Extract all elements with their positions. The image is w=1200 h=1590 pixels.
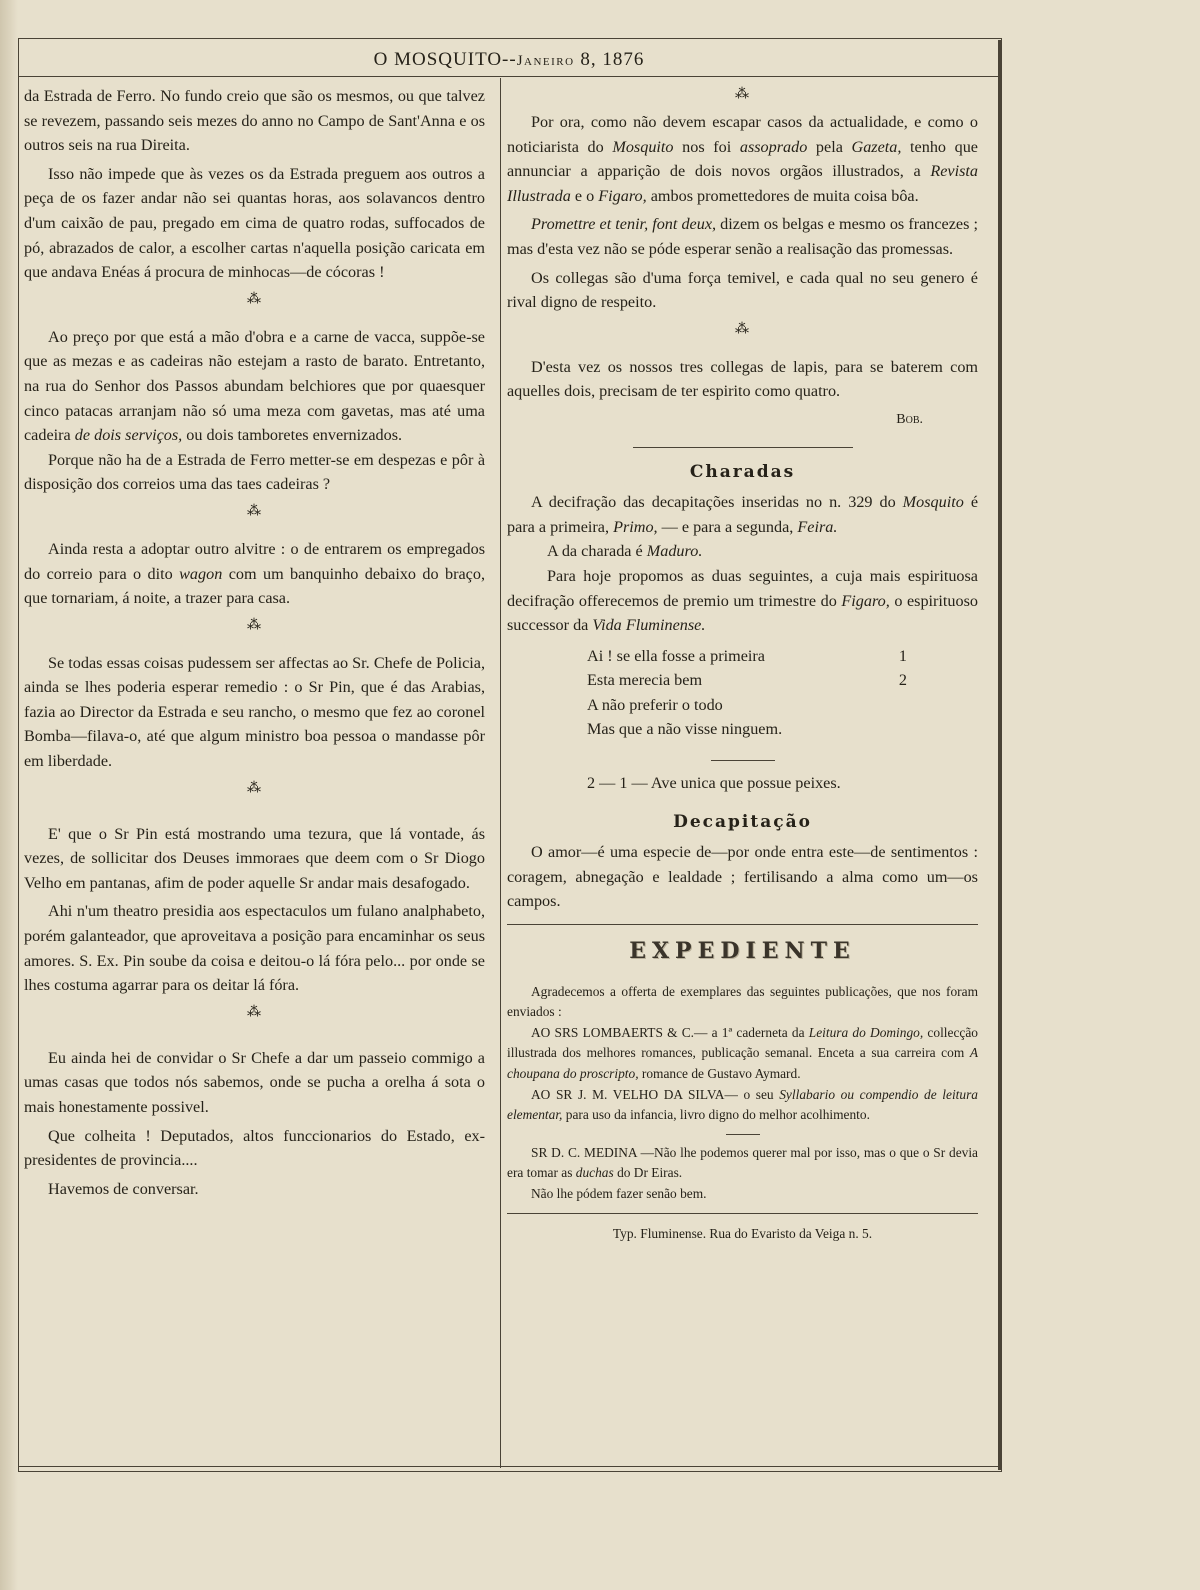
expediente-section [507,982,978,1205]
divider [711,760,775,761]
section-stars: ⁂ [247,780,262,796]
paragraph: O amor—é uma especie de—por onde entra este—de sentimentos : coragem, abnegação e lealdade ; fertilisando a alma como um—os campos. [507,843,978,911]
divider [507,1213,978,1214]
poem-line: Mas que a não visse ninguem. [587,720,783,739]
paragraph: Isso não impede que às vezes os da Estrada preguem aos outros a peça de os fazer andar não sei quantas horas, aos solavancos dentro d'um caixão de pau, pregado em cima de quatro rodas, suffocados de pó, abrazados de calor, a escolher cartas n'aquella posição caricata em que andava Enéas á procura de minhocas—de cócoras ! [24,164,485,282]
paragraph: Promettre et tenir, font deux, dizem os belgas e mesmo os francezes ; mas d'esta vez não se póde esperar senão a realisação das promessas. [507,215,978,258]
paragraph: Os collegas são d'uma força temivel, e cada qual no seu genero é rival digno de respeito. [507,268,978,312]
masthead-date: 8, 1876 [580,49,645,70]
divider [726,1134,760,1135]
paragraph: Se todas essas coisas pudessem ser affectas ao Sr. Chefe de Policia, ainda se lhes poderia esperar remedio : o Sr Pin, que é das Arabias, fazia ao Director da Estrada e seu rancho, o mesmo que fez ao coronel Bomba—filava-o, até que algum ministro boa pessoa o mandasse pôr em liberdade. [24,653,485,771]
section-stars: ⁂ [247,617,262,633]
section-stars: ⁂ [735,87,750,102]
section-stars: ⁂ [247,291,262,307]
right-rule [998,40,1001,1470]
paragraph: da Estrada de Ferro. No fundo creio que são os mesmos, ou que talvez se revezem, passando seis mezes do anno no Campo de Sant'Anna e os outros seis na rua Direita. [24,87,485,155]
paragraph: Ao preço por que está a mão d'obra e a carne de vacca, suppõe-se que as mezas e as cadeiras não estejam a rasto de barato. Entretanto, na rua do Senhor dos Passos abundam belchiores que por quaesquer cinco patacas arranjam não só uma meza com gavetas, mas até uma cadeira de dois serviços, ou dois tamboretes envernizados. [24,327,485,445]
paragraph: SR D. C. MEDINA —Não lhe podemos querer mal por isso, mas o que o Sr devia era tomar as duchas do Dr Eiras. [507,1144,978,1181]
paragraph: Eu ainda hei de convidar o Sr Chefe a dar um passeio commigo a umas casas que todos nós sabemos, onde se pucha a orelha á sota o mais honestamente possivel. [24,1048,485,1116]
expediente-title: EXPEDIENTE [629,938,856,965]
paragraph: Havemos de conversar. [48,1179,199,1198]
column-divider [500,78,501,1468]
masthead [18,44,1000,77]
paragraph: Porque não ha de a Estrada de Ferro metter-se em despezas e pôr à disposição dos correios uma das taes cadeiras ? [24,450,485,494]
paragraph: Agradecemos a offerta de exemplares das seguintes publicações, que nos foram enviados : [507,983,978,1020]
poem-line: Ai ! se ella fosse a primeira 1 [587,646,907,665]
paragraph: Ahi n'um theatro presidia aos espectaculos um fulano analphabeto, porém galanteador, que aproveitava a posição para encaminhar os seus amores. S. Ex. Pin soube da coisa e deitou-o lá fóra pelo... por onde se lhes costuma agarrar para os deitar lá fóra. [24,902,485,995]
paragraph: Para hoje propomos as duas seguintes, a cuja mais espirituosa decifração offerecemos de premio um trimestre do Figaro, o espirituoso successor da Vida Fluminense. [507,566,979,635]
imprint: Typ. Fluminense. Rua do Evaristo da Veiga n. 5. [612,1225,873,1241]
paragraph: Ainda resta a adoptar outro alvitre : o de entrarem os empregados do correio para o dito wagon com um banquinho debaixo do braço, que tornariam, á noite, a trazer para casa. [24,539,485,608]
charadas-title: Charadas [689,461,796,482]
paragraph: AO SRS LOMBAERTS & C.— a 1ª caderneta da Leitura do Domingo, collecção illustrada dos melhores romances, publicação semanal. Enceta a sua carreira com A choupana do proscripto, romance de Gustavo Aymard. [507,1024,978,1081]
poem-line: A não preferir o todo [587,695,723,714]
masthead-month: Janeiro [516,53,575,69]
divider [507,924,978,925]
paragraph: Que colheita ! Deputados, altos funccionarios do Estado, ex-presidentes de provincia.... [24,1126,485,1170]
decapitacao-title: Decapitação [673,811,812,832]
paragraph: Não lhe pódem fazer senão bem. [531,1185,707,1201]
charada-poem [587,644,978,742]
paragraph: A da charada é Maduro. [547,542,703,561]
signature: Bob. [896,411,923,427]
page-edge [0,0,18,1590]
poem-line: Esta merecia bem 2 [587,671,907,690]
paragraph: A decifração das decapitações inseridas no n. 329 do Mosquito é para a primeira, Primo, — e para a segunda, Feira. [507,493,978,536]
section-stars: ⁂ [247,503,262,519]
paragraph: 2 — 1 — Ave unica que possue peixes. [587,774,841,793]
right-column [507,84,978,1246]
paragraph: AO SR J. M. VELHO DA SILVA— o seu Syllabario ou compendio de leitura elementar, para uso da infancia, livro digno do melhor acolhimento. [507,1086,978,1123]
divider [633,447,853,448]
bottom-rule [18,1466,1000,1467]
left-column [24,84,485,1201]
masthead-title: O MOSQUITO-- [373,49,517,70]
paragraph: D'esta vez os nossos tres collegas de lapis, para se baterem com aquelles dois, precisam de ter espirito como quatro. [507,357,978,401]
section-stars: ⁂ [247,1004,262,1020]
paragraph: Por ora, como não devem escapar casos da actualidade, e como o noticiarista do Mosquito nos foi assoprado pela Gazeta, tenho que annunciar a apparição de dois novos orgãos illustrados, a Revista Illustrada e o Figaro, ambos promettedores de muita coisa bôa. [507,113,978,205]
paragraph: E' que o Sr Pin está mostrando uma tezura, que lá vontade, ás vezes, de sollicitar dos Deuses immoraes que deem com o Sr Diogo Velho em pantanas, afim de poder aquelle Sr andar mais desafogado. [24,824,485,892]
section-stars: ⁂ [735,321,750,337]
